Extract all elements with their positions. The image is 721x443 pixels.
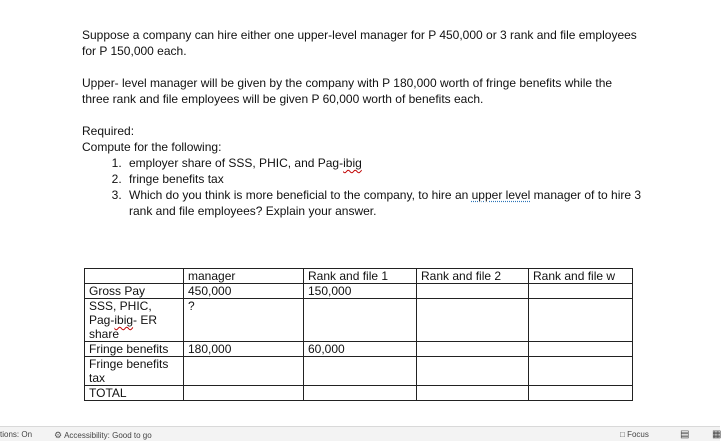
table-cell[interactable] xyxy=(304,386,417,401)
table-header-row xyxy=(85,269,633,284)
table-cell[interactable] xyxy=(85,357,184,386)
table-cell[interactable] xyxy=(529,342,633,357)
table-cell[interactable]: ? xyxy=(184,299,304,342)
cell-text: Pag- xyxy=(89,313,115,327)
table-cell[interactable] xyxy=(417,386,529,401)
paragraph-1: Suppose a company can hire either one upper-level manager for P 450,000 or 3 rank and file employees for P 150,000 each. xyxy=(82,28,637,58)
cell-text: - ER xyxy=(133,313,158,327)
table-row xyxy=(85,386,633,401)
grammar-flag[interactable]: upper level xyxy=(471,188,531,202)
table-cell[interactable] xyxy=(529,357,633,386)
task-item-1 xyxy=(125,155,642,171)
table-cell[interactable]: TOTAL xyxy=(85,386,184,401)
table-cell[interactable] xyxy=(529,284,633,299)
table-cell[interactable]: 180,000 xyxy=(184,342,304,357)
cell-text: SSS, PHIC, xyxy=(89,299,152,313)
spelling-flag[interactable]: ibig xyxy=(114,313,134,327)
status-bar xyxy=(0,426,720,441)
table-cell[interactable] xyxy=(304,299,417,342)
accessibility-label: Accessibility: Good to go xyxy=(64,431,152,440)
status-text-predictions[interactable]: tions: On xyxy=(0,430,33,439)
task-item-2: 2. fringe benefits tax xyxy=(125,171,642,187)
table-row xyxy=(85,357,633,386)
focus-icon: □ xyxy=(620,430,625,439)
required-heading: Required: xyxy=(82,124,135,138)
print-layout-icon[interactable]: ▦ xyxy=(712,429,721,440)
read-mode-icon[interactable]: ▤ xyxy=(680,429,690,440)
computation-table xyxy=(84,268,633,401)
table-header-cell[interactable]: Rank and file w xyxy=(529,269,633,284)
table-cell[interactable] xyxy=(417,284,529,299)
table-header-cell[interactable]: Rank and file 2 xyxy=(417,269,529,284)
task-3-text: Which do you think is more beneficial to the company, to hire an xyxy=(129,188,472,202)
document-body xyxy=(82,27,642,219)
table-row xyxy=(85,299,633,342)
task-1-text: employer share of SSS, PHIC, and Pag- xyxy=(129,156,344,170)
table-header-cell[interactable]: manager xyxy=(184,269,304,284)
focus-button[interactable] xyxy=(620,428,649,442)
table-row xyxy=(85,342,633,357)
table-cell[interactable] xyxy=(417,357,529,386)
table-header-cell[interactable] xyxy=(85,269,184,284)
table-cell[interactable] xyxy=(529,299,633,342)
table-cell[interactable] xyxy=(184,357,304,386)
task-3-text-end: manager of to hire 3 rank and file employees? Explain your answer. xyxy=(129,188,642,218)
paragraph-2: Upper- level manager will be given by the company with P 180,000 worth of fringe benefits while the three rank and file employees will be given P 60,000 worth of benefits each. xyxy=(82,76,613,106)
cell-text: Fringe benefits xyxy=(89,357,169,371)
table-cell[interactable] xyxy=(304,357,417,386)
spelling-flag[interactable]: ibig xyxy=(343,156,362,170)
task-item-3 xyxy=(125,187,642,219)
table-cell[interactable] xyxy=(417,299,529,342)
table-cell[interactable] xyxy=(85,299,184,342)
table-cell[interactable]: 450,000 xyxy=(184,284,304,299)
table-row xyxy=(85,284,633,299)
table-header-cell[interactable]: Rank and file 1 xyxy=(304,269,417,284)
table-cell[interactable] xyxy=(529,386,633,401)
accessibility-status[interactable] xyxy=(54,428,152,443)
table-cell[interactable] xyxy=(184,386,304,401)
table-cell[interactable]: 150,000 xyxy=(304,284,417,299)
table-cell[interactable]: Gross Pay xyxy=(85,284,184,299)
table-cell[interactable]: 60,000 xyxy=(304,342,417,357)
table-cell[interactable] xyxy=(417,342,529,357)
task-list xyxy=(82,155,642,219)
compute-line: Compute for the following: xyxy=(82,140,222,154)
table-cell[interactable]: Fringe benefits xyxy=(85,342,184,357)
accessibility-icon: ⚙ xyxy=(54,430,63,440)
focus-label: Focus xyxy=(627,430,649,439)
cell-text: share xyxy=(89,327,120,341)
cell-text: tax xyxy=(89,371,106,385)
